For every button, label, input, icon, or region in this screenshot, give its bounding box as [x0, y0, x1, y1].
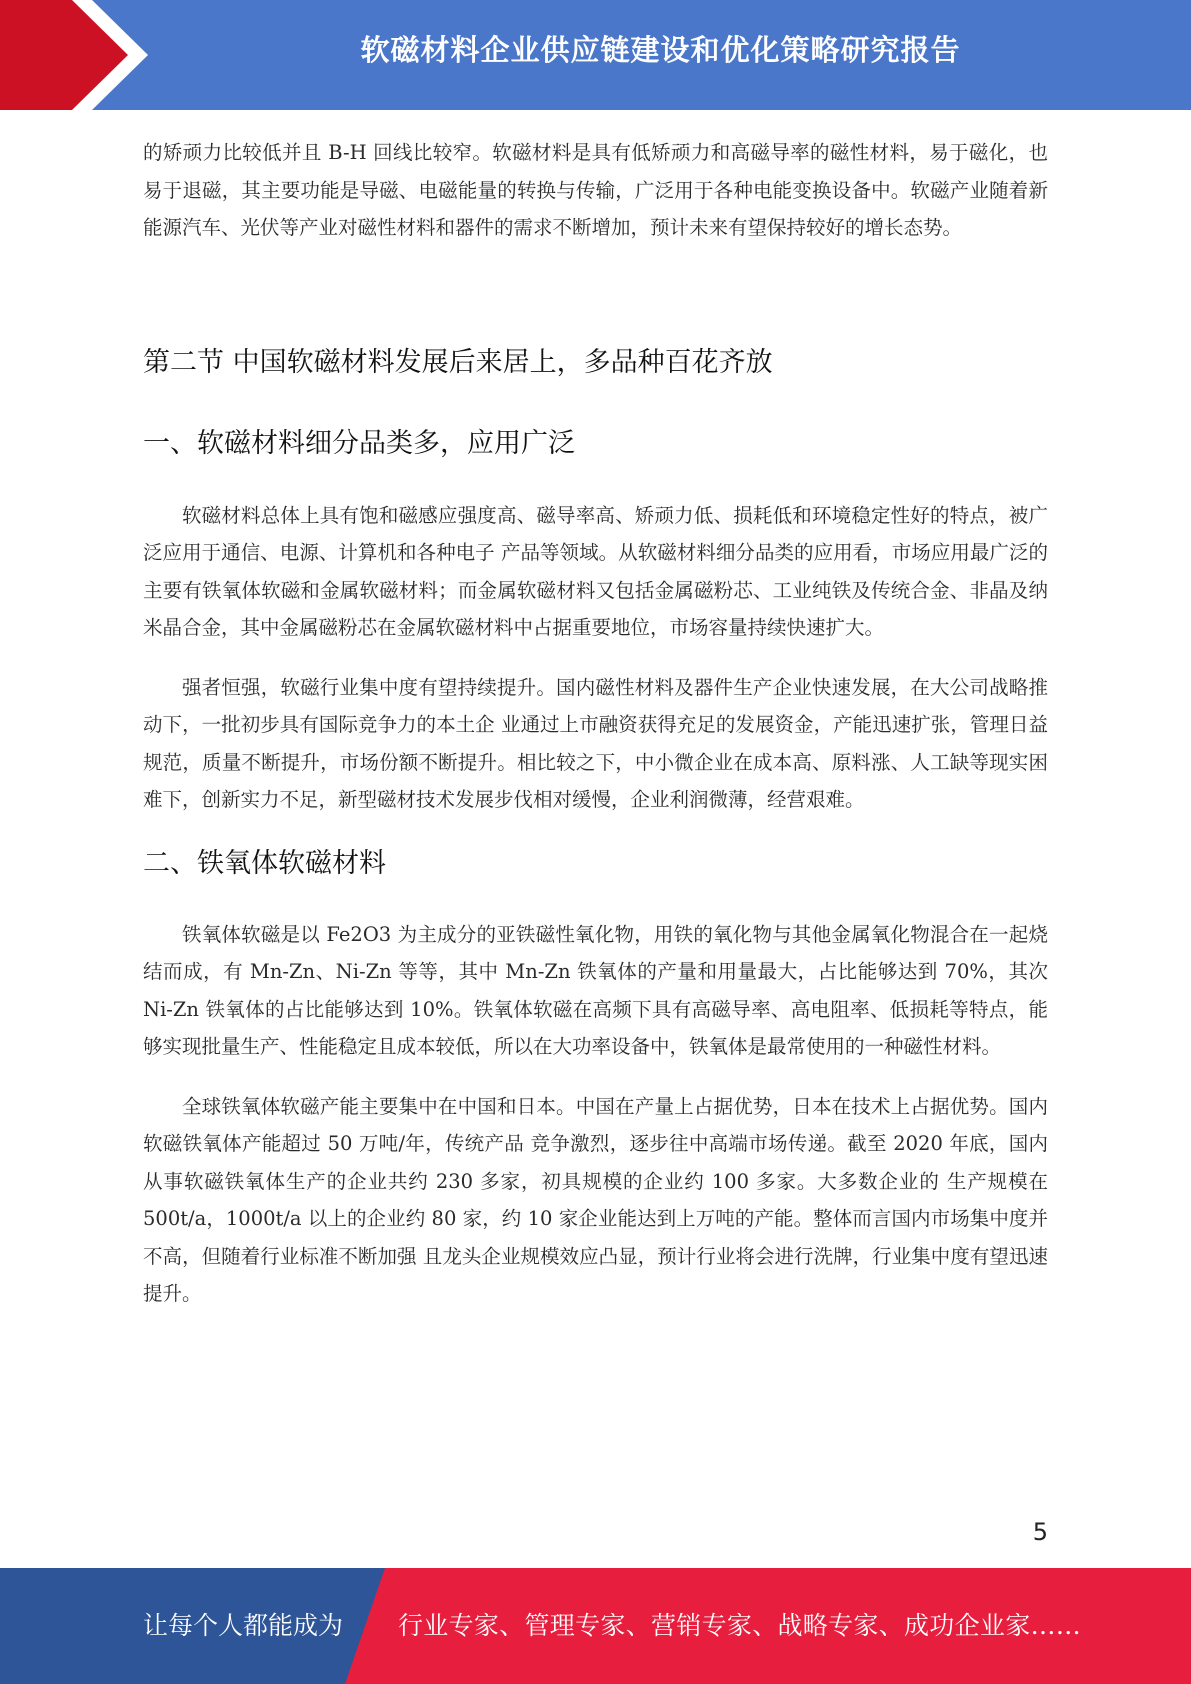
- page-number: 5: [1032, 1518, 1048, 1546]
- footer-slogan-right: 行业专家、管理专家、营销专家、战略专家、成功企业家……: [398, 1611, 1082, 1640]
- section-heading: 第二节 中国软磁材料发展后来居上，多品种百花齐放: [143, 346, 773, 378]
- intro-paragraph: 的矫顽力比较低并且 B-H 回线比较窄。软磁材料是具有低矫顽力和高磁导率的磁性材料，易于磁化，也易于退磁，其主要功能是导磁、电磁能量的转换与传输，广泛用于各种电能变换设备中。软磁产业随着新能源汽车、光伏等产业对磁性材料和器件的需求不断增加，预计未来有望保持较好的增长态势。: [143, 141, 1048, 239]
- paragraph-1-2: 强者恒强，软磁行业集中度有望持续提升。国内磁性材料及器件生产企业快速发展，在大公司战略推动下，一批初步具有国际竞争力的本土企 业通过上市融资获得充足的发展资金，产能迅速扩张，管理日益规范，质量不断提升，市场份额不断提升。相比较之下，中小微企业在成本高、原料涨、人工缺等现实困难下，创新实力不足，新型磁材技术发展步伐相对缓慢，企业利润微薄，经营艰难。: [143, 675, 1048, 811]
- page-footer: [0, 1568, 1191, 1684]
- subsection-heading-1: 一、软磁材料细分品类多，应用广泛: [143, 427, 575, 459]
- page-header: [0, 0, 1191, 110]
- header-arrow-decoration: [0, 0, 150, 110]
- paragraph-2-2: 全球铁氧体软磁产能主要集中在中国和日本。中国在产量上占据优势，日本在技术上占据优势。国内软磁铁氧体产能超过 50 万吨/年，传统产品 竞争激烈，逐步往中高端市场传递。截至 2020 年底，国内从事软磁铁氧体生产的企业共约 230 多家，初具规模的企业约 100 多家。大多数企业的 生产规模在 500t/a，1000t/a 以上的企业约 80 家，约 10 家企业能达到上万吨的产能。整体而言国内市场集中度并不高，但随着行业标准不断加强 且龙头企业规模效应凸显，预计行业将会进行洗牌，行业集中度有望迅速提升。: [143, 1094, 1048, 1305]
- document-title: 软磁材料企业供应链建设和优化策略研究报告: [360, 33, 961, 67]
- footer-slogan-left: 让每个人都能成为: [143, 1611, 344, 1640]
- paragraph-1-1: 软磁材料总体上具有饱和磁感应强度高、磁导率高、矫顽力低、损耗低和环境稳定性好的特点，被广泛应用于通信、电源、计算机和各种电子 产品等领域。从软磁材料细分品类的应用看，市场应用最广泛的主要有铁氧体软磁和金属软磁材料；而金属软磁材料又包括金属磁粉芯、工业纯铁及传统合金、非晶及纳米晶合金，其中金属磁粉芯在金属软磁材料中占据重要地位，市场容量持续快速扩大。: [143, 503, 1048, 639]
- paragraph-2-1: 铁氧体软磁是以 Fe2O3 为主成分的亚铁磁性氧化物，用铁的氧化物与其他金属氧化物混合在一起烧结而成，有 Mn-Zn、Ni-Zn 等等，其中 Mn-Zn 铁氧体的产量和用量最大，占比能够达到 70%，其次 Ni-Zn 铁氧体的占比能够达到 10%。铁氧体软磁在高频下具有高磁导率、高电阻率、低损耗等特点，能够实现批量生产、性能稳定且成本较低，所以在大功率设备中，铁氧体是最常使用的一种磁性材料。: [143, 922, 1048, 1058]
- page-content: [143, 134, 1048, 1313]
- subsection-heading-2: 二、铁氧体软磁材料: [143, 847, 386, 879]
